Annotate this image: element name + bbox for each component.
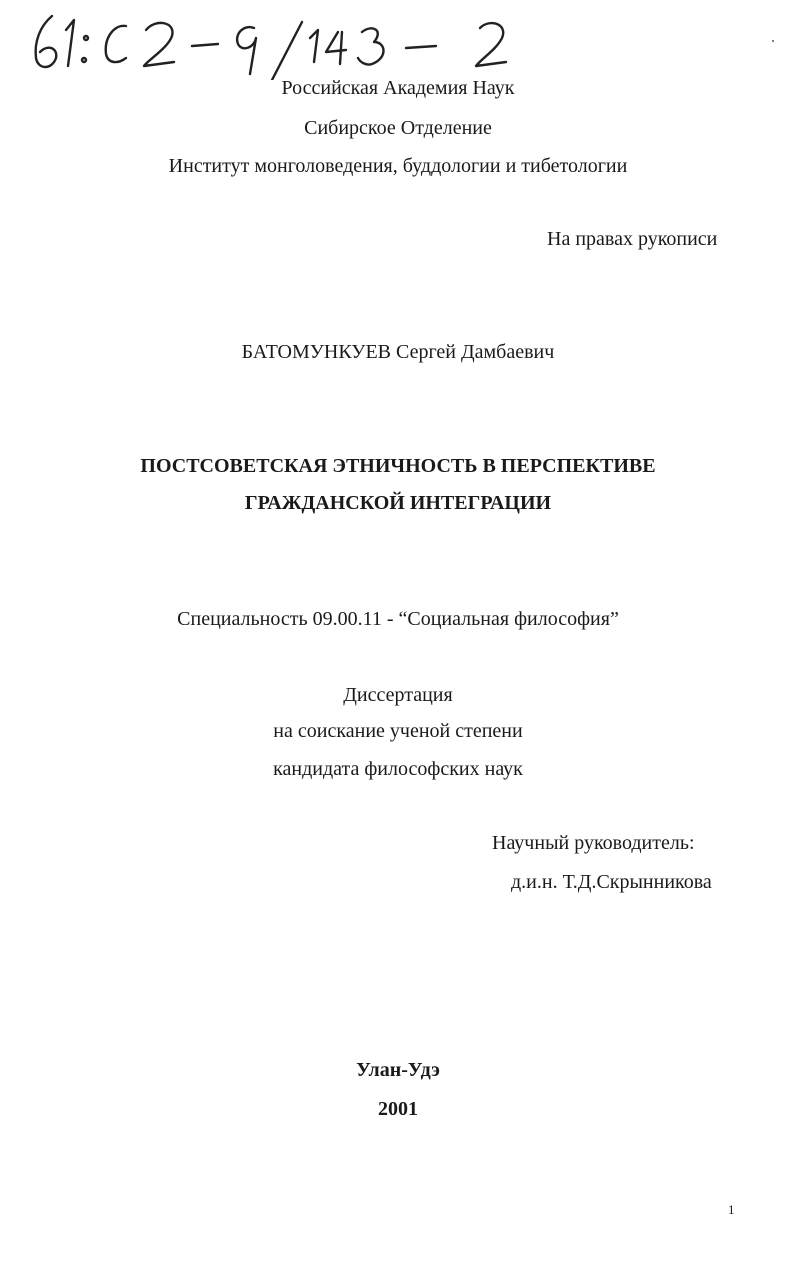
- author-name: БАТОМУНКУЕВ Сергей Дамбаевич: [241, 341, 555, 363]
- institute-name: Институт монголоведения, буддологии и тибетологии: [168, 155, 628, 177]
- academy-name: Российская Академия Наук: [281, 77, 515, 99]
- manuscript-rights-note: На правах рукописи: [547, 228, 718, 250]
- handwritten-archive-number: [22, 2, 542, 80]
- branch-name: Сибирское Отделение: [304, 117, 492, 139]
- thesis-title-line-2: ГРАЖДАНСКОЙ ИНТЕГРАЦИИ: [244, 492, 552, 514]
- speck-mark: [772, 40, 774, 42]
- degree-line-1: Диссертация: [343, 684, 453, 706]
- thesis-title-line-1: ПОСТСОВЕТСКАЯ ЭТНИЧНОСТЬ В ПЕРСПЕКТИВЕ: [140, 455, 656, 477]
- supervisor-label: Научный руководитель:: [492, 832, 695, 854]
- place: Улан-Удэ: [356, 1059, 440, 1081]
- year: 2001: [378, 1098, 418, 1120]
- degree-line-3: кандидата философских наук: [273, 758, 523, 780]
- page-number: 1: [728, 1202, 735, 1217]
- degree-line-2: на соискание ученой степени: [273, 720, 523, 742]
- supervisor-name: д.и.н. Т.Д.Скрынникова: [511, 871, 712, 893]
- specialty: Специальность 09.00.11 - “Социальная философия”: [177, 608, 619, 630]
